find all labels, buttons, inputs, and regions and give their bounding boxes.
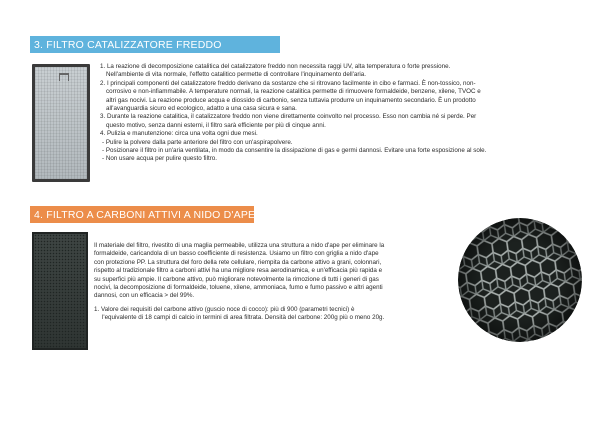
section-4-title-banner	[30, 206, 254, 223]
s3-line-6: all'avanguardia sicuro ed ecologico, adatto a una casa sicura e sana.	[106, 105, 297, 113]
s4-note-2: l'equivalente di 18 campi di calcio in termini di area filtrata. Densità del carbone: 200g più o meno 20g.	[102, 314, 385, 322]
s3-line-5: altri gas nocivi. La reazione produce acqua e diossido di carbonio, senza tuttavia produrre un inquinamento secondario. È un prodotto	[106, 96, 476, 104]
filter-pull-tab	[59, 73, 69, 81]
section-3-body	[100, 63, 578, 164]
s3-line-11: - Posizionare il filtro in un'aria ventilata, in modo da consentire la dissipazione di gas e germi dannosi. Evitare una forte esposizione al sole.	[102, 147, 487, 155]
section-4-body	[94, 242, 456, 323]
s4-line-5: su superfici più ampie. Il carbone attivo, può migliorare notevolmente la rimozione di tutti i generi di gas	[94, 275, 379, 283]
section-4-title: 4. FILTRO A CARBONI ATTIVI A NIDO D'APE	[34, 208, 256, 221]
s3-line-9: 4. Pulizia e manutenzione: circa una volta ogni due mesi.	[100, 130, 258, 138]
s3-line-12: - Non usare acqua per pulire questo filtro.	[102, 155, 217, 163]
s3-line-7: 3. Durante la reazione catalitica, il catalizzatore freddo non viene direttamente coinvolto nel processo. Esso non cambia né si perde. Per	[100, 113, 477, 121]
s4-line-1: Il materiale del filtro, rivestito di una maglia permeabile, utilizza una struttura a nido d'ape per eliminare la	[94, 242, 385, 249]
s3-line-2: Nell'ambiente di vita normale, l'effetto catalitico permette di controllare l'inquinamento dell'aria.	[106, 71, 367, 79]
activated-carbon-filter-image	[32, 232, 88, 350]
honeycomb-pattern-icon	[458, 218, 582, 342]
s3-line-4: corrosivo e non-infiammabile. A temperature normali, la reazione catalitica permette di rimuovere formaldeide, benzene, xilene, TVOC e	[106, 88, 481, 96]
s3-line-1: 1. La reazione di decomposizione catalitica del catalizzatore freddo non necessita raggi UV, alta temperatura o forte pressione.	[100, 63, 451, 70]
s4-line-6: nocivi, la decomposizione di formaldeide, toluene, xilene, ammoniaca, fumo e fumo passivo e altri agenti	[94, 284, 383, 292]
s4-note-1: 1. Valore dei requisiti del carbone attivo (guscio noce di cocco): più di 900 (parametri tecnici) è	[94, 305, 355, 313]
s3-line-8: questo motivo, senza danni esterni, il filtro sarà efficiente per più di cinque anni.	[106, 121, 326, 129]
cold-catalyst-filter-image	[32, 64, 90, 182]
honeycomb-closeup-image	[458, 218, 582, 342]
s3-line-10: - Pulire la polvere dalla parte anteriore del filtro con un'aspirapolvere.	[102, 138, 293, 146]
s3-line-3: 2. I principali componenti del catalizzatore freddo derivano da sostanze che si ritrovano facilmente in cibo e farmaci. È non-tossico, non-	[100, 79, 476, 87]
s4-line-3: con protezione PP. La struttura del foro della rete cellulare, riempita da carbone attivo a grani, colonnari,	[94, 258, 382, 266]
s4-line-2: formaldeide, caricandola di un basso coefficiente di resistenza. Usiamo un filtro con griglia a nido d'ape	[94, 250, 379, 258]
s4-line-7: dannosi, con un efficacia > del 99%.	[94, 292, 195, 300]
s4-line-4: rispetto al tradizionale filtro a carboni attivi ha una migliore resa aerodinamica, e un'efficacia più rapida e	[94, 267, 383, 275]
section-3-title: 3. FILTRO CATALIZZATORE FREDDO	[34, 38, 222, 51]
section-3-title-banner	[30, 36, 280, 53]
